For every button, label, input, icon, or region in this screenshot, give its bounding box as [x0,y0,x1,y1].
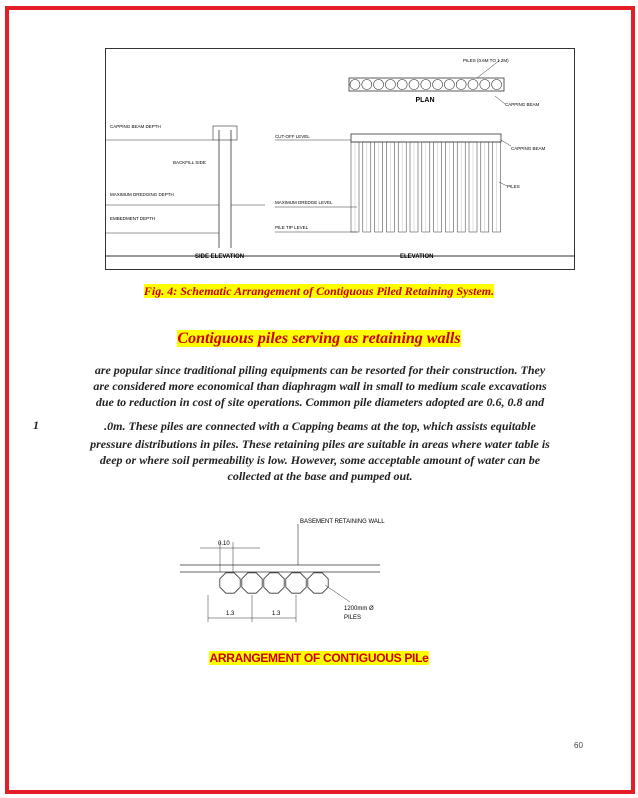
elevation-title: ELEVATION [400,254,434,260]
cut-off-level-label: CUT-OFF LEVEL [275,134,310,139]
paragraph-line: .0m. These piles are connected with a Capping beams at the top, which assists equitable [104,419,536,433]
dim-gap-label: 0.10 [218,541,230,547]
arrangement-caption-text: ARRANGEMENT OF CONTIGUOUS PILe [209,651,429,665]
dim-spacing-1-label: 1.3 [226,611,235,617]
arrangement-caption [0,651,638,665]
pile-tip-level-label: PILE TIP LEVEL [275,225,309,230]
pile-arrangement-drawing [180,510,480,630]
plan-title: PLAN [415,97,435,104]
capping-beam-elev-label: CAPPING BEAM [511,146,546,151]
fig4-caption-text: Fig. 4: Schematic Arrangement of Contiguous Piled Retaining System. [143,284,495,298]
paragraph-lone-digit: 1 [33,418,39,432]
section-heading [0,330,638,348]
paragraph-line: are considered more economical than diaphragm wall in small to medium scale excavations [93,379,547,393]
paragraph-line: collected at the base and pumped out. [227,469,413,483]
section-heading-text: Contiguous piles serving as retaining walls [177,330,461,347]
embedment-depth-label: EMBEDMENT DEPTH [110,216,156,221]
paragraph-lines-5-7 [40,436,600,484]
side-elevation-title: SIDE ELEVATION [195,254,245,260]
max-dredging-depth-label: MAXIMUM DREDGING DEPTH [110,192,174,197]
arrangement-pile [264,573,284,593]
paragraph-line: are popular since traditional piling equipments can be resorted for their construction. They [94,363,546,377]
backfill-side-label: BACKFILL SIDE [173,160,206,165]
pile-dia-label: 1200mm Ø [344,606,374,612]
paragraph-line: due to reduction in cost of site operations. Common pile diameters adopted are 0.6, 0.8 and [95,395,545,409]
dim-spacing-2-label: 1.3 [272,611,281,617]
basement-wall-label: BASEMENT RETAINING WALL [300,519,385,525]
page-number: 60 [574,741,583,750]
piles-label: PILES (0.6M TO 1.2M) [463,58,509,63]
paragraph-lines-1-3 [40,362,600,410]
piles-elev-label: PILES [507,184,520,189]
capping-beam-plan-label: CAPPING BEAM [505,102,540,107]
max-dredge-level-label: MAXIMUM DREDGE LEVEL [275,200,333,205]
arrangement-pile [308,573,328,593]
paragraph-line: deep or where soil permeability is low. However, some acceptable amount of water can be [99,453,541,467]
arrangement-pile [286,573,306,593]
arrangement-pile [220,573,240,593]
capping-beam-depth-label: CAPPING BEAM DEPTH [110,124,161,129]
piles-bottom-label: PILES [344,615,362,621]
paragraph-line: pressure distributions in piles. These retaining piles are suitable in areas where water table is [90,437,550,451]
fig4-caption [0,284,638,299]
arrangement-pile [242,573,262,593]
contiguous-pile-schematic [105,48,575,270]
